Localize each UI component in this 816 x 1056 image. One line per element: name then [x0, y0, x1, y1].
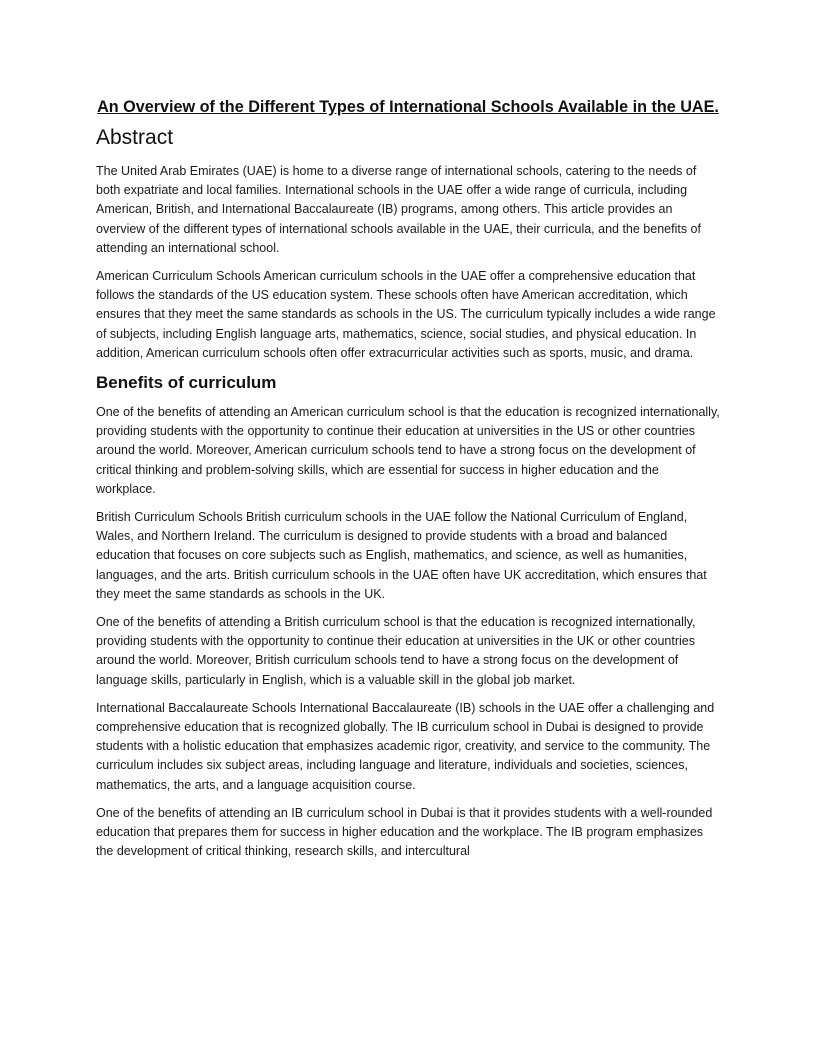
abstract-heading: Abstract	[96, 126, 174, 149]
document-page	[96, 96, 720, 871]
benefits-heading: Benefits of curriculum	[96, 373, 277, 393]
abstract-paragraph: The United Arab Emirates (UAE) is home to a diverse range of international schools, catering to the needs of both expatriate and local families. International schools in the UAE offer a wide range of curricula, including American, British, and International Baccalaureate (IB) programs, among others. This article provides an overview of the different types of international schools available in the UAE, their curricula, and the benefits of attending an international school.	[96, 164, 701, 255]
american-benefits-paragraph: One of the benefits of attending an American curriculum school is that the education is recognized internationally, providing students with the opportunity to continue their education at universities in the US or other countries around the world. Moreover, American curriculum schools tend to have a strong focus on the development of critical thinking and problem-solving skills, which are essential for success in higher education and the workplace.	[96, 405, 720, 496]
british-curriculum-paragraph: British Curriculum Schools British curriculum schools in the UAE follow the National Curriculum of England, Wales, and Northern Ireland. The curriculum is designed to provide students with a broad and balanced education that focuses on core subjects such as English, mathematics, and science, as well as humanities, languages, and the arts. British curriculum schools in the UAE often have UK accreditation, which ensures that they meet the same standards as schools in the UK.	[96, 510, 707, 601]
ib-benefits-paragraph: One of the benefits of attending an IB curriculum school in Dubai is that it provides students with a well-rounded education that prepares them for success in higher education and the workplace. The IB program emphasizes the development of critical thinking, research skills, and intercultural	[96, 805, 713, 859]
british-benefits-paragraph: One of the benefits of attending a British curriculum school is that the education is recognized internationally, providing students with the opportunity to continue their education at universities in the UK or other countries around the world. Moreover, British curriculum schools tend to have a strong focus on the development of language skills, particularly in English, which is a valuable skill in the global job market.	[96, 615, 696, 687]
ib-curriculum-paragraph: International Baccalaureate Schools International Baccalaureate (IB) schools in the UAE offer a challenging and comprehensive education that is recognized globally. The IB curriculum school in Dubai is designed to provide students with a holistic education that emphasizes academic rigor, creativity, and service to the community. The curriculum includes six subject areas, including language and literature, individuals and societies, sciences, mathematics, the arts, and a language acquisition course.	[96, 700, 715, 792]
document-title: An Overview of the Different Types of International Schools Available in the UAE.	[97, 98, 719, 116]
american-curriculum-paragraph: American Curriculum Schools American curriculum schools in the UAE offer a comprehensive education that follows the standards of the US education system. These schools often have American accreditation, which ensures that they meet the same standards as schools in the US. The curriculum typically includes a wide range of subjects, including English language arts, mathematics, science, social studies, and physical education. In addition, American curriculum schools often offer extracurricular activities such as sports, music, and drama.	[96, 269, 716, 360]
